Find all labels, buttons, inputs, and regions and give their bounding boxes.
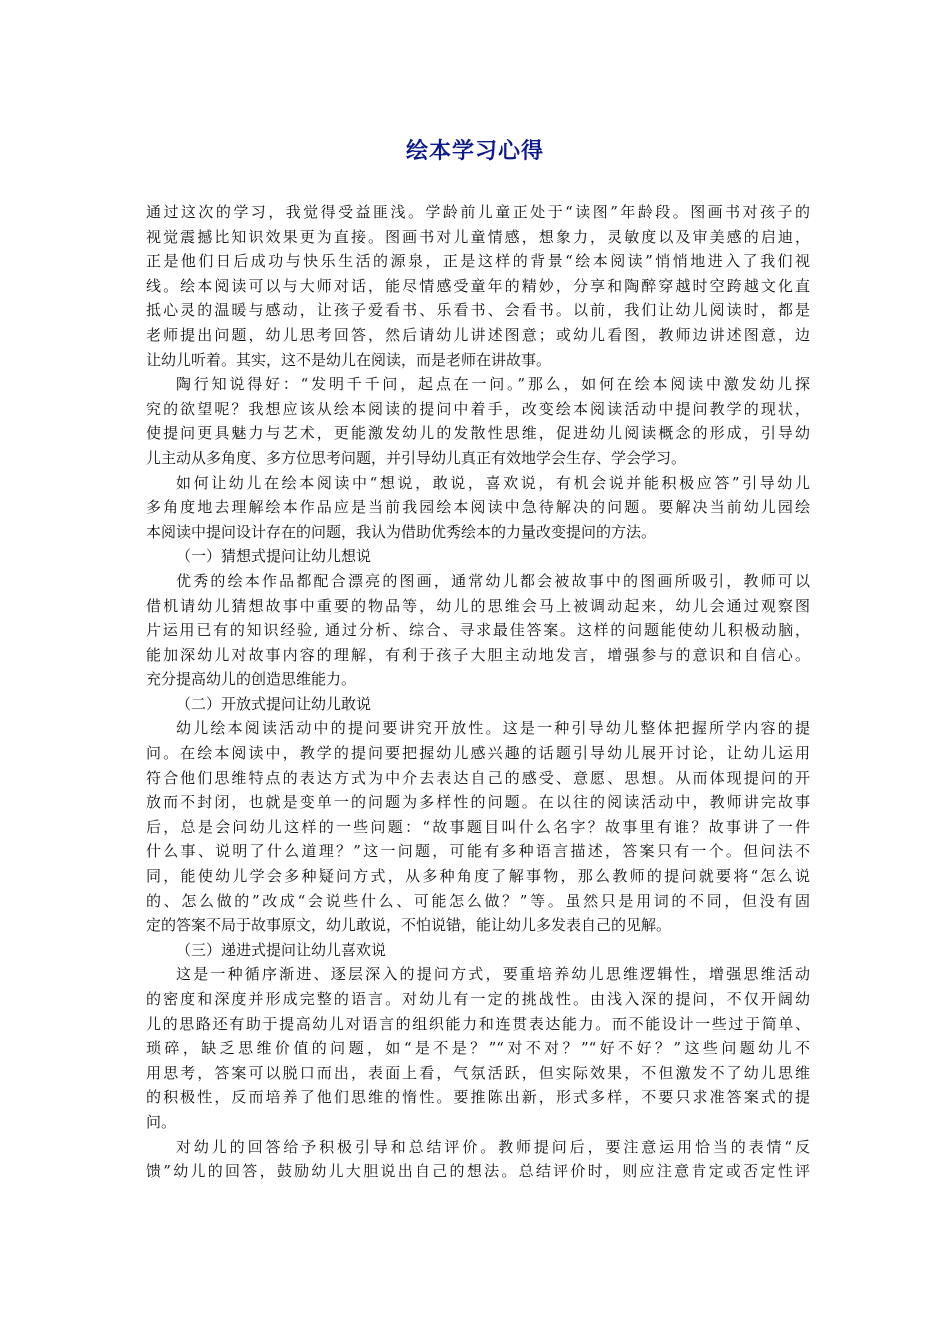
text-line: 多角度地去理解绘本作品应是当前我园绘本阅读中急待解决的问题。要解决当前幼儿园绘 [146,498,810,517]
text-line: 后，总是会问幼儿这样的一些问题：“故事题目叫什么名字？故事里有谁？故事讲了一件 [146,817,810,836]
text-line: 什么事、说明了什么道理？”这一问题，可能有多种语言描述，答案只有一个。但问法不 [146,842,810,861]
text-line: 线。绘本阅读可以与大师对话，能尽情感受童年的精妙，分享和陶醉穿越时空跨越文化直 [146,276,810,295]
text-line: 正是他们日后成功与快乐生活的源泉，正是这样的背景“绘本阅读”悄悄地进入了我们视 [146,252,810,271]
text-line: 借机请幼儿猜想故事中重要的物品等，幼儿的思维会马上被调动起来，幼儿会通过观察图 [146,596,810,615]
text-line: 优秀的绘本作品都配合漂亮的图画，通常幼儿都会被故事中的图画所吸引，教师可以 [176,571,810,590]
text-line: 同，能使幼儿学会多种疑问方式，从多种角度了解事物，那么教师的提问就要将“怎么说 [146,867,810,886]
text-line: 老师提出问题，幼儿思考回答，然后请幼儿讲述图意；或幼儿看图，教师边讲述图意，边 [146,325,810,344]
text-line: 片运用已有的知识经验, 通过分析、综合、寻求最佳答案。这样的问题能使幼儿积极动脑， [146,621,810,640]
text-line: 问。 [146,1112,177,1131]
text-line: 本阅读中提问设计存在的问题，我认为借助优秀绘本的力量改变提问的方法。 [146,522,657,541]
text-line: 用思考，答案可以脱口而出，表面上看，气氛活跃，但实际效果，不但激发不了幼儿思维 [146,1063,810,1082]
text-line: 能加深幼儿对故事内容的理解，有利于孩子大胆主动地发言，增强参与的意识和自信心。 [146,645,810,664]
text-line: 馈”幼儿的回答，鼓励幼儿大胆说出自己的想法。总结评价时，则应注意肯定或否定性评 [146,1162,810,1181]
text-line: 抵心灵的温暖与感动，让孩子爱看书、乐看书、会看书。以前，我们让幼儿阅读时，都是 [146,301,810,320]
text-line: 的积极性，反而培养了他们思维的惰性。要推陈出新，形式多样，不要只求准答案式的提 [146,1088,810,1107]
text-line: 问。在绘本阅读中，教学的提问要把握幼儿感兴趣的话题引导幼儿展开讨论，让幼儿运用 [146,744,810,763]
text-line: 究的欲望呢？我想应该从绘本阅读的提问中着手，改变绘本阅读活动中提问教学的现状， [146,399,810,418]
document-body [146,200,810,1184]
text-line: 的、怎么做的”改成“会说些什么、可能怎么做？”等。虽然只是用词的不同，但没有固 [146,891,810,910]
text-line: 使提问更具魅力与艺术，更能激发幼儿的发散性思维，促进幼儿阅读概念的形成，引导幼 [146,424,810,443]
text-line: 视觉震撼比知识效果更为直接。图画书对儿童情感，想象力，灵敏度以及审美感的启迪， [146,227,810,246]
text-line: 符合他们思维特点的表达方式为中介去表达自己的感受、意愿、思想。从而体现提问的开 [146,768,810,787]
text-line: 充分提高幼儿的创造思维能力。 [146,670,357,689]
page-title: 绘本学习心得 [405,139,544,164]
text-line: 的密度和深度并形成完整的语言。对幼儿有一定的挑战性。由浅入深的提问，不仅开阔幼 [146,990,810,1008]
text-line: 琐碎，缺乏思维价值的问题，如“是不是？”“对不对？”“好不好？”这些问题幼儿不 [146,1039,810,1058]
text-line: （三）递进式提问让幼儿喜欢说 [176,940,387,959]
text-line: 陶行知说得好：“发明千千问，起点在一问。”那么，如何在绘本阅读中激发幼儿探 [176,375,810,394]
text-line: 对幼儿的回答给予积极引导和总结评价。教师提问后，要注意运用恰当的表情“反 [176,1137,810,1156]
text-line: 通过这次的学习，我觉得受益匪浅。学龄前儿童正处于“读图”年龄段。图画书对孩子的 [146,203,810,221]
text-line: 儿主动从多角度、多方位思考问题，并引导幼儿真正有效地学会生存、学会学习。 [146,448,687,467]
text-line: 儿的思路还有助于提高幼儿对语言的组织能力和连贯表达能力。而不能设计一些过于简单、 [146,1014,810,1033]
text-line: （二）开放式提问让幼儿敢说 [176,694,372,713]
text-line: 幼儿绘本阅读活动中的提问要讲究开放性。这是一种引导幼儿整体把握所学内容的提 [176,719,810,738]
text-line: 如何让幼儿在绘本阅读中“想说，敢说，喜欢说，有机会说并能积极应答”引导幼儿 [176,473,810,492]
text-line: 让幼儿听着。其实，这不是幼儿在阅读，而是老师在讲故事。 [146,350,552,369]
text-line: 定的答案不局于故事原文，幼儿敢说，不怕说错，能让幼儿多发表自己的见解。 [146,916,672,935]
text-line: 放而不封闭，也就是变单一的问题为多样性的问题。在以往的阅读活动中，教师讲完故事 [146,793,810,812]
text-line: 这是一种循序渐进、逐层深入的提问方式，要重培养幼儿思维逻辑性，增强思维活动 [176,965,810,984]
text-line: （一）猜想式提问让幼儿想说 [176,547,372,566]
